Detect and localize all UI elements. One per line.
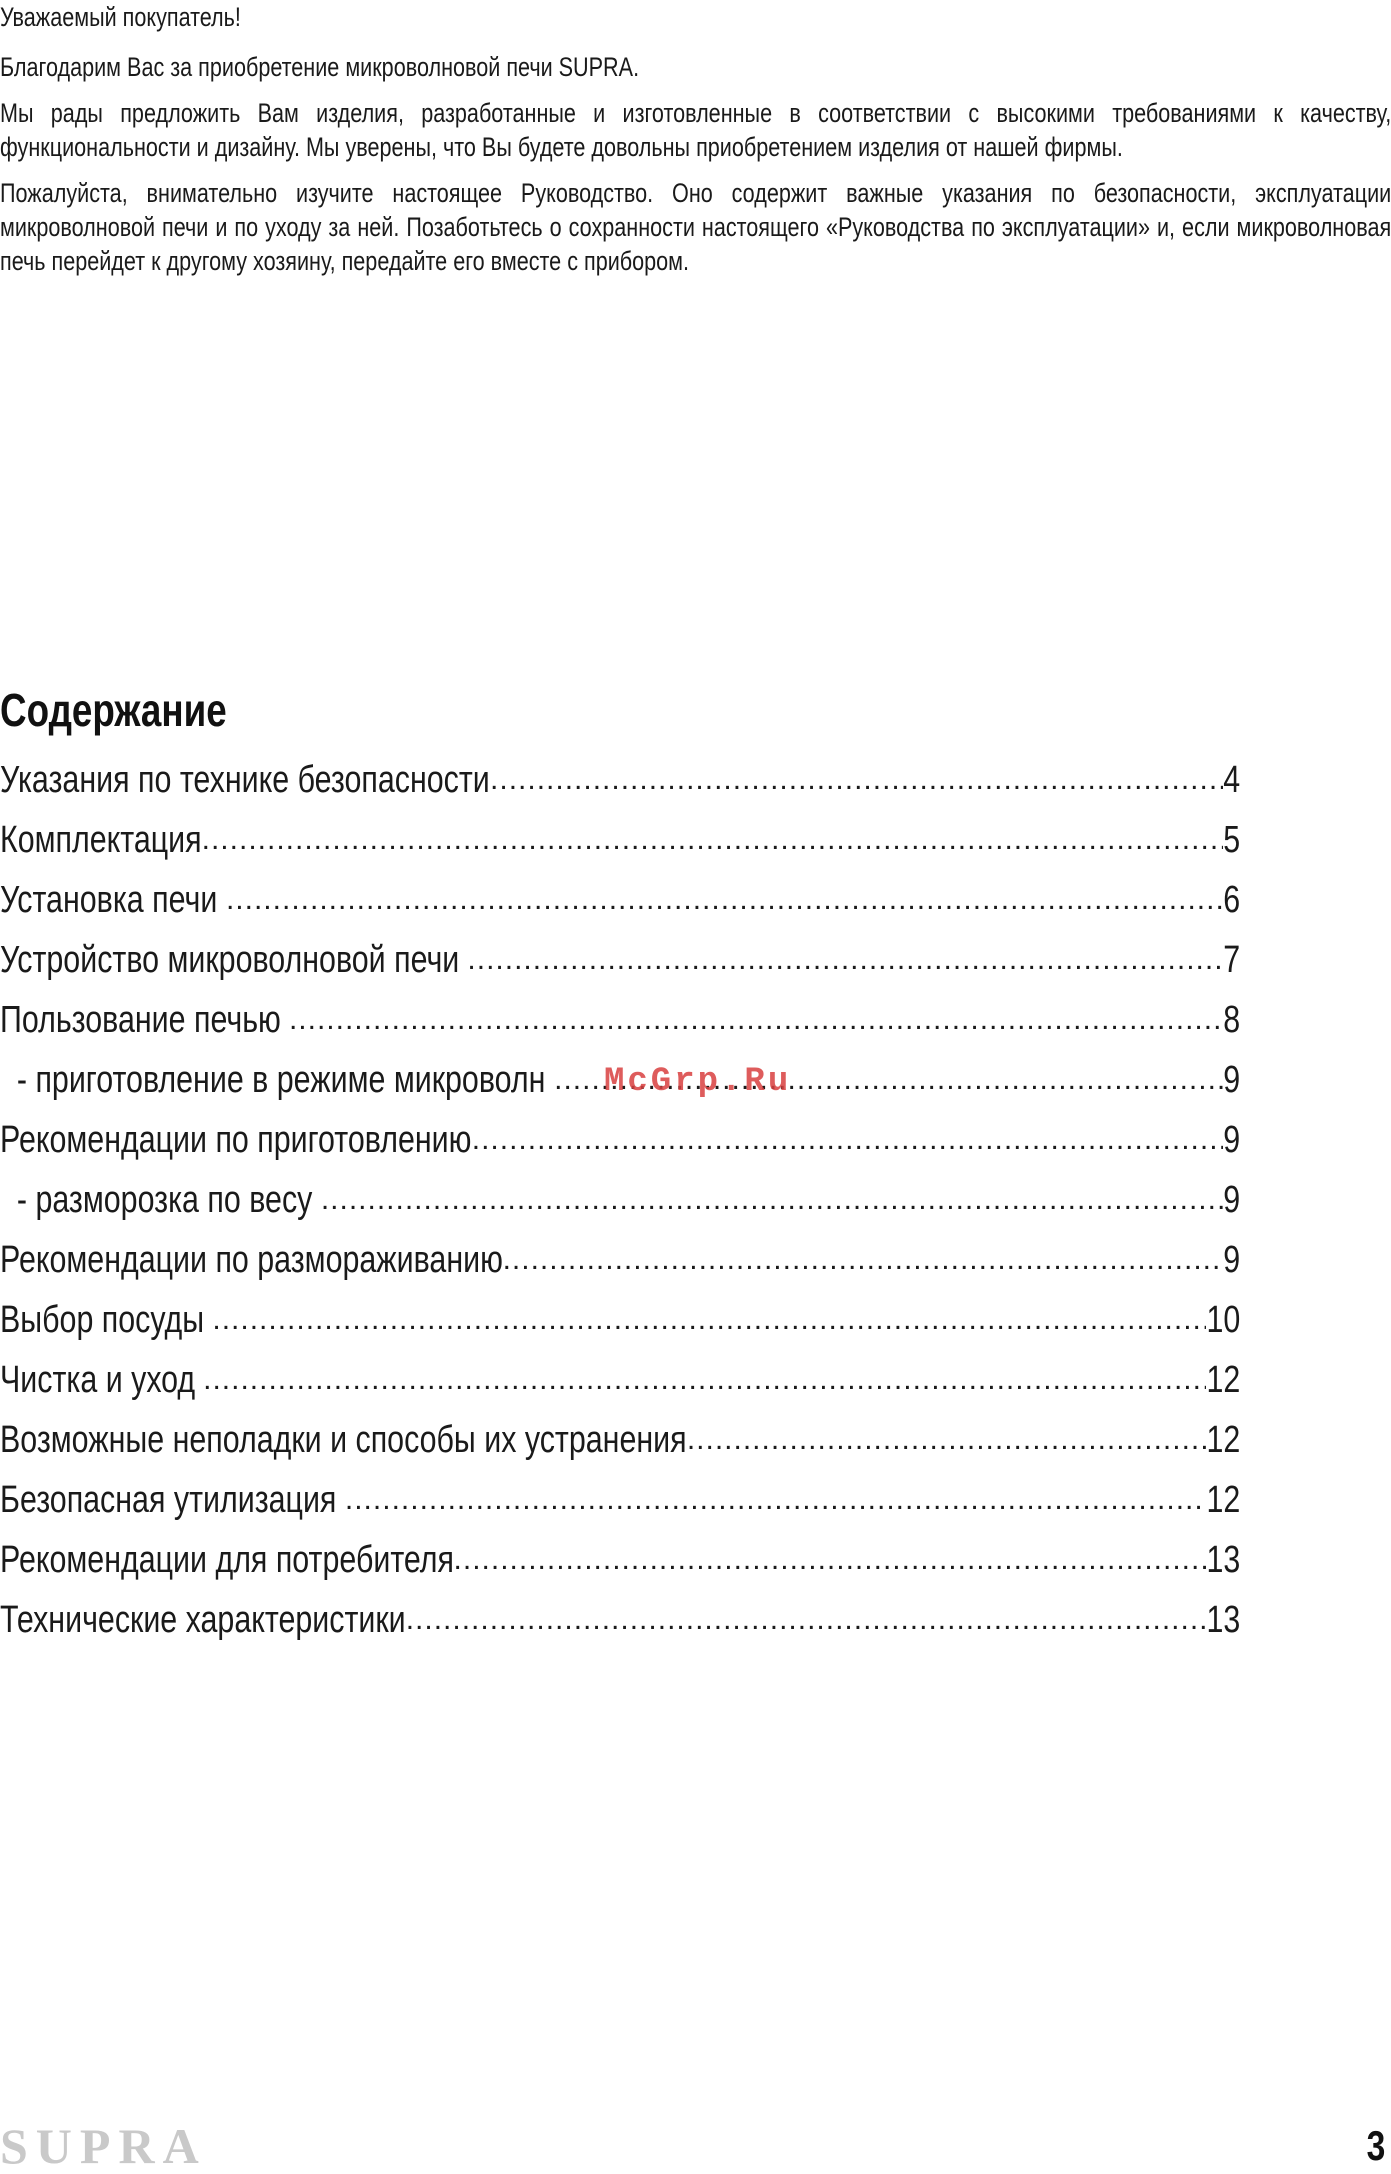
toc-entry[interactable] [0,990,1240,1050]
toc-entry-label: Выбор посуды [0,1299,213,1341]
toc-entry-page: 10 [1206,1299,1240,1341]
toc-leader-dots [406,1590,1206,1650]
toc-entry-label: Возможные неполадки и способы их устранения [0,1419,687,1461]
watermark-text: McGrp.Ru [604,1063,792,1101]
toc-entry[interactable] [0,930,1240,990]
toc-entry-page: 9 [1223,1119,1240,1161]
page-number: 3 [1366,2122,1385,2169]
toc-entry[interactable] [0,1530,1240,1590]
toc-entry-label: Рекомендации для потребителя [0,1539,455,1581]
toc-entry[interactable] [0,1290,1240,1350]
toc-leader-dots [345,1470,1206,1530]
toc-entry[interactable] [0,1470,1240,1530]
toc-leader-dots [687,1410,1206,1470]
toc-leader-dots [203,1350,1206,1410]
toc-entry-label: - приготовление в режиме микроволн [0,1059,554,1101]
toc-entry[interactable] [0,750,1240,810]
toc-entry-label: Устройство микроволновой печи [0,939,468,981]
toc-entry-page: 8 [1223,999,1240,1041]
toc-entry-page: 9 [1223,1059,1240,1101]
toc-entry[interactable] [0,1410,1240,1470]
toc-entry-page: 12 [1206,1479,1240,1521]
toc-entry-label: Рекомендации по приготовлению [0,1119,472,1161]
toc-entry-page: 9 [1223,1239,1240,1281]
toc-entry-page: 9 [1223,1179,1240,1221]
toc-leader-dots [289,990,1223,1050]
toc-entry-label: - разморозка по весу [0,1179,321,1221]
toc-entry-label: Указания по технике безопасности [0,759,490,801]
toc-leader-dots [212,1290,1206,1350]
toc-leader-dots [454,1530,1206,1590]
supra-logo: SUPRA [0,2118,207,2174]
toc-entry[interactable] [0,1170,1240,1230]
toc-leader-dots [321,1170,1223,1230]
toc-entry-page: 5 [1223,819,1240,861]
toc-leader-dots [226,870,1223,930]
toc-entry-page: 4 [1223,759,1240,801]
intro-paragraph-1: Мы рады предложить Вам изделия, разработанные и изготовленные в соответствии с высокими требованиями к качеству, функциональности и дизайну. Мы уверены, что Вы будете довольны приобретением изделия от нашей фирмы. [0,98,1391,162]
toc-entry-label: Пользование печью [0,999,290,1041]
toc-entry-label: Технические характеристики [0,1599,406,1641]
toc-entry[interactable] [0,1110,1240,1170]
toc-entry-label: Чистка и уход [0,1359,204,1401]
toc-title: Содержание [0,684,227,736]
table-of-contents [0,750,1240,1650]
toc-entry[interactable] [0,810,1240,870]
toc-leader-dots [503,1230,1223,1290]
toc-entry-page: 12 [1206,1419,1240,1461]
toc-entry-page: 7 [1223,939,1240,981]
toc-entry-page: 13 [1206,1599,1240,1641]
toc-leader-dots [472,1110,1223,1170]
thanks-text: Благодарим Вас за приобретение микроволновой печи SUPRA. [0,52,640,82]
intro-paragraph-2: Пожалуйста, внимательно изучите настоящее Руководство. Оно содержит важные указания по безопасности, эксплуатации микроволновой печи и по уходу за ней. Позаботьтесь о сохранности настоящего «Руководства по эксплуатации» и, если микроволновая печь перейдет к другому хозяину, передайте его вместе с прибором. [0,178,1391,276]
toc-entry-label: Безопасная утилизация [0,1479,345,1521]
toc-leader-dots [490,750,1223,810]
toc-entry-page: 6 [1223,879,1240,921]
toc-entry[interactable] [0,870,1240,930]
greeting-text: Уважаемый покупатель! [0,2,241,32]
intro-section [0,0,1391,290]
toc-entry-label: Рекомендации по размораживанию [0,1239,503,1281]
toc-entry-label: Установка печи [0,879,226,921]
toc-leader-dots [202,810,1223,870]
toc-entry-label: Комплектация [0,819,202,861]
toc-entry-page: 12 [1206,1359,1240,1401]
toc-leader-dots [467,930,1223,990]
toc-entry[interactable] [0,1230,1240,1290]
toc-entry[interactable] [0,1590,1240,1650]
toc-entry-page: 13 [1206,1539,1240,1581]
toc-entry[interactable] [0,1350,1240,1410]
